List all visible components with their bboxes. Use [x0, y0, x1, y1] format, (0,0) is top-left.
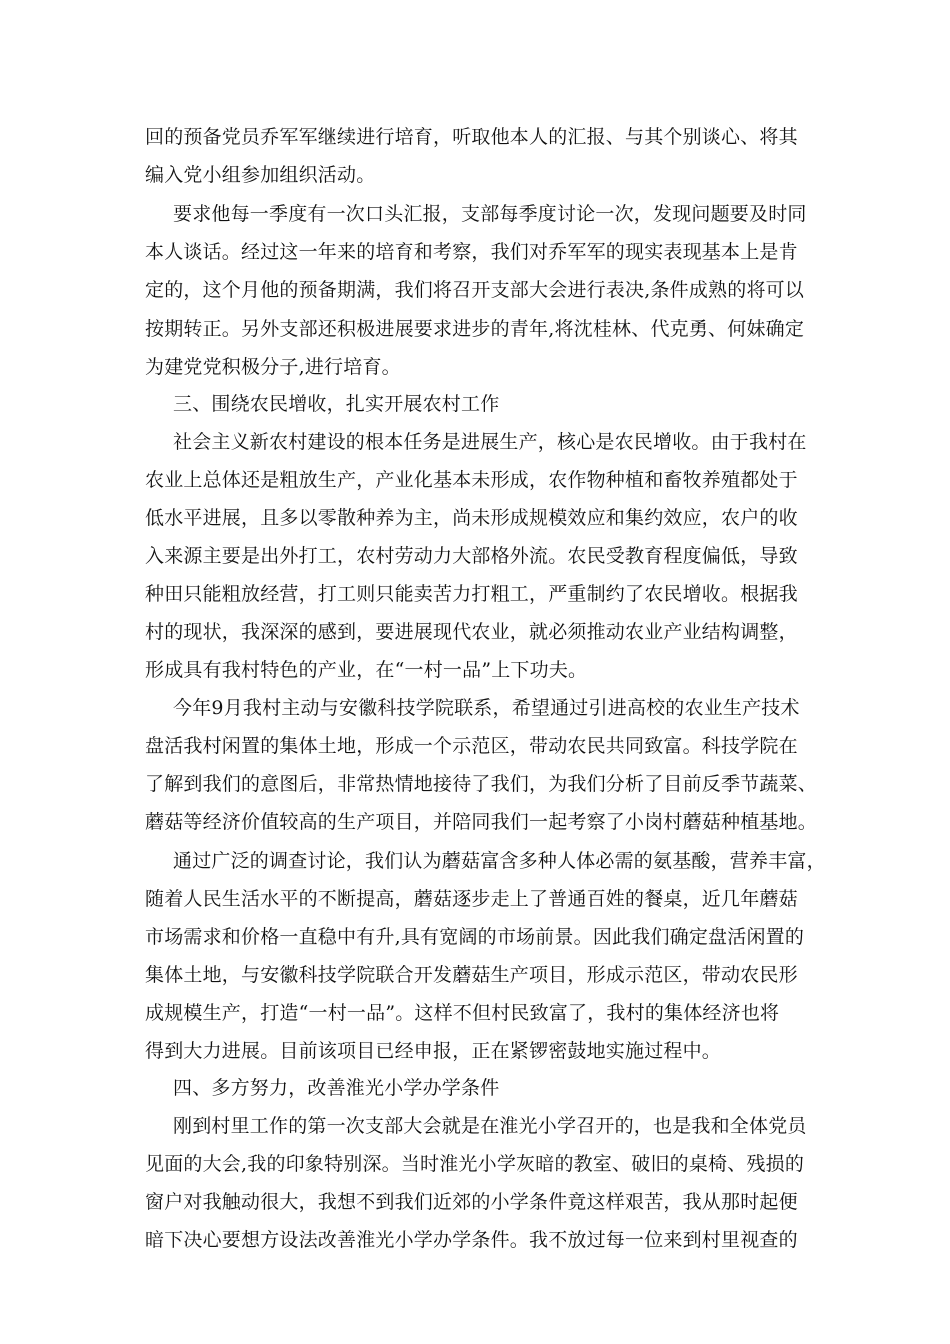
text-line: 定的，这个月他的预备期满，我们将召开支部大会进行表决,条件成熟的将可以: [145, 279, 805, 301]
text-line: 随着人民生活水平的不断提高，蘑菇逐步走上了普通百姓的餐桌，近几年蘑菇: [145, 888, 798, 910]
text-line: 形成具有我村特色的产业，在“一村一品”上下功夫。: [145, 659, 588, 681]
section-heading: 三、围绕农民增收，扎实开展农村工作: [173, 393, 500, 415]
text-line: 成规模生产，打造“一村一品”。这样不但村民致富了，我村的集体经济也将: [145, 1002, 780, 1024]
text-line: 蘑菇等经济价值较高的生产项目，并陪同我们一起考察了小岗村蘑菇种植基地。: [145, 811, 818, 833]
text-line: 村的现状，我深深的感到，要进展现代农业，就必须推动农业产业结构调整，: [145, 621, 798, 643]
text-line: 回的预备党员乔军军继续进行培育，听取他本人的汇报、与其个别谈心、将其: [145, 126, 798, 148]
text-line: 暗下决心要想方设法改善淮光小学办学条件。我不放过每一位来到村里视查的: [145, 1229, 798, 1251]
paragraph-start: 刚到村里工作的第一次支部大会就是在淮光小学召开的，也是我和全体党员: [173, 1115, 807, 1137]
text-line: 了解到我们的意图后，非常热情地接待了我们，为我们分析了目前反季节蔬菜、: [145, 773, 818, 795]
paragraph-start: 今年9月我村主动与安徽科技学院联系，希望通过引进高校的农业生产技术: [173, 697, 800, 719]
text-line: 盘活我村闲置的集体土地，形成一个示范区，带动农民共同致富。科技学院在: [145, 735, 798, 757]
text-line: 集体土地，与安徽科技学院联合开发蘑菇生产项目，形成示范区，带动农民形: [145, 964, 798, 986]
text-line: 本人谈话。经过这一年来的培育和考察，我们对乔军军的现实表现基本上是肯: [145, 241, 798, 263]
text-line: 窗户对我触动很大，我想不到我们近郊的小学条件竟这样艰苦，我从那时起便: [145, 1191, 798, 1213]
section-heading: 四、多方努力，改善淮光小学办学条件: [173, 1077, 500, 1099]
text-line: 农业上总体还是粗放生产，产业化基本未形成，农作物种植和畜牧养殖都处于: [145, 469, 798, 491]
text-line: 低水平进展，且多以零散种养为主，尚未形成规模效应和集约效应，农户的收: [145, 507, 798, 529]
text-line: 市场需求和价格一直稳中有升,具有宽阔的市场前景。因此我们确定盘活闲置的: [145, 926, 805, 948]
paragraph-start: 要求他每一季度有一次口头汇报，支部每季度讨论一次，发现问题要及时同: [173, 203, 807, 225]
text-line: 按期转正。另外支部还积极进展要求进步的青年,将沈桂林、代克勇、何妹确定: [145, 318, 805, 340]
text-line: 见面的大会,我的印象特别深。当时淮光小学灰暗的教室、破旧的桌椅、残损的: [145, 1153, 805, 1175]
text-line: 种田只能粗放经营，打工则只能卖苦力打粗工，严重制约了农民增收。根据我: [145, 583, 798, 605]
paragraph-start: 通过广泛的调查讨论，我们认为蘑菇富含多种人体必需的氨基酸，营养丰富，: [173, 850, 826, 872]
text-line: 编入党小组参加组织活动。: [145, 164, 376, 186]
text-line: 得到大力进展。目前该项目已经申报，正在紧锣密鼓地实施过程中。: [145, 1040, 722, 1062]
paragraph-start: 社会主义新农村建设的根本任务是进展生产，核心是农民增收。由于我村在: [173, 431, 807, 453]
text-line: 为建党党积极分子,进行培育。: [145, 356, 401, 378]
text-line: 入来源主要是出外打工，农村劳动力大部格外流。农民受教育程度偏低，导致: [145, 545, 798, 567]
